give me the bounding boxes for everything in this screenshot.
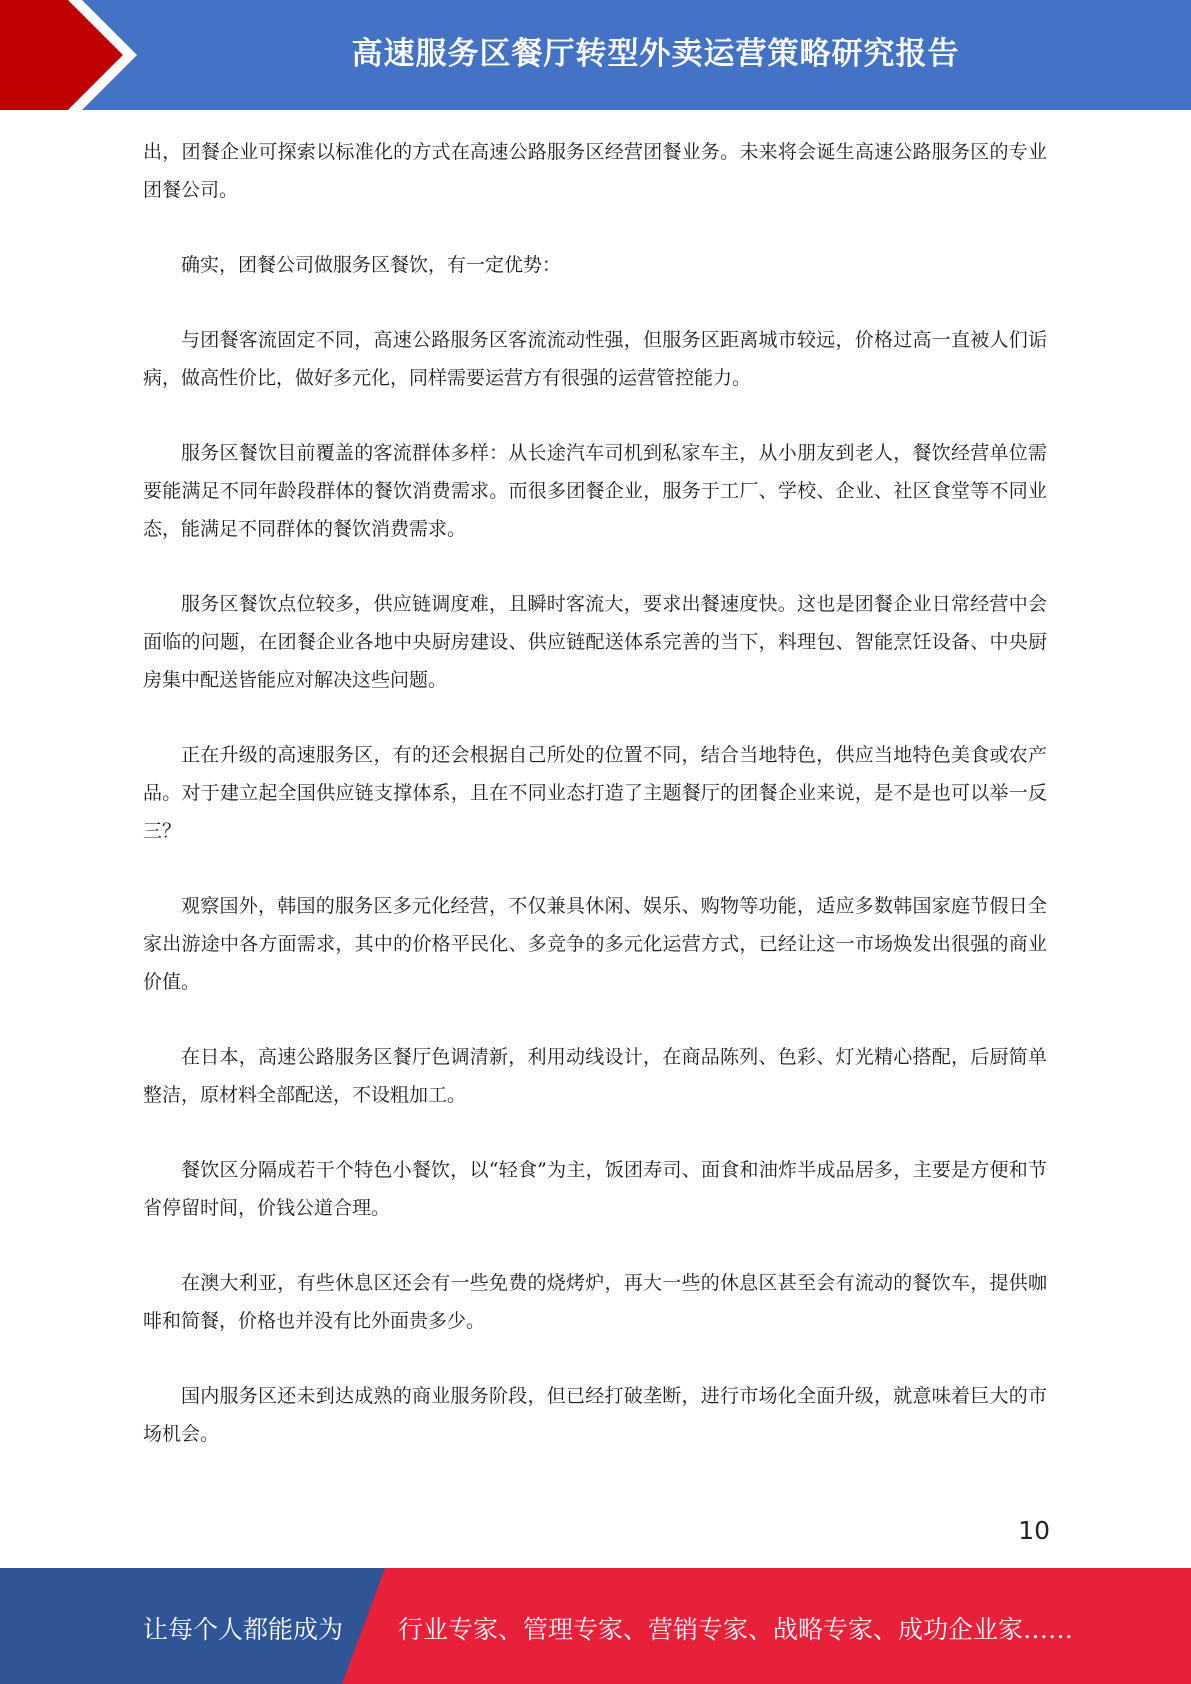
paragraph: 观察国外，韩国的服务区多元化经营，不仅兼具休闲、娱乐、购物等功能，适应多数韩国家庭节假日全家出游途中各方面需求，其中的价格平民化、多竞争的多元化运营方式，已经让这一市场焕发出很强的商业价值。 [143,895,1047,993]
body-content [143,133,1047,1453]
paragraph: 餐饮区分隔成若干个特色小餐饮，以“轻食”为主，饭团寿司、面食和油炸半成品居多，主要是方便和节省停留时间，价钱公道合理。 [143,1159,1047,1219]
paragraph: 服务区餐饮点位较多，供应链调度难，且瞬时客流大，要求出餐速度快。这也是团餐企业日常经营中会面临的问题，在团餐企业各地中央厨房建设、供应链配送体系完善的当下，料理包、智能烹饪设备、中央厨房集中配送皆能应对解决这些问题。 [143,593,1047,691]
page-footer [0,1568,1191,1684]
footer-slogan: 让每个人都能成为 [143,1615,344,1644]
paragraph: 与团餐客流固定不同，高速公路服务区客流流动性强，但服务区距离城市较远，价格过高一直被人们诟病，做高性价比，做好多元化，同样需要运营方有很强的运营管控能力。 [143,329,1047,389]
page-header [0,0,1191,110]
paragraph: 国内服务区还未到达成熟的商业服务阶段，但已经打破垄断，进行市场化全面升级，就意味着巨大的市场机会。 [143,1385,1047,1445]
page-number: 10 [1018,1516,1050,1545]
paragraph: 出，团餐企业可探索以标准化的方式在高速公路服务区经营团餐业务。未来将会诞生高速公路服务区的专业团餐公司。 [143,141,1047,201]
paragraph: 正在升级的高速服务区，有的还会根据自己所处的位置不同，结合当地特色，供应当地特色美食或农产品。对于建立起全国供应链支撑体系，且在不同业态打造了主题餐厅的团餐企业来说，是不是也可以举一反三？ [143,744,1047,842]
paragraph: 在澳大利亚，有些休息区还会有一些免费的烧烤炉，再大一些的休息区甚至会有流动的餐饮车，提供咖啡和简餐，价格也并没有比外面贵多少。 [143,1272,1047,1332]
paragraph: 确实，团餐公司做服务区餐饮，有一定优势： [181,254,562,276]
paragraph: 在日本，高速公路服务区餐厅色调清新，利用动线设计，在商品陈列、色彩、灯光精心搭配，后厨简单整洁，原材料全部配送，不设粗加工。 [143,1046,1047,1106]
report-title: 高速服务区餐厅转型外卖运营策略研究报告 [351,36,960,72]
footer-tagline: 行业专家、管理专家、营销专家、战略专家、成功企业家…… [398,1615,1074,1644]
paragraph: 服务区餐饮目前覆盖的客流群体多样：从长途汽车司机到私家车主，从小朋友到老人，餐饮经营单位需要能满足不同年龄段群体的餐饮消费需求。而很多团餐企业，服务于工厂、学校、企业、社区食堂等不同业态，能满足不同群体的餐饮消费需求。 [143,442,1047,540]
header-arrow-decoration [0,0,160,110]
